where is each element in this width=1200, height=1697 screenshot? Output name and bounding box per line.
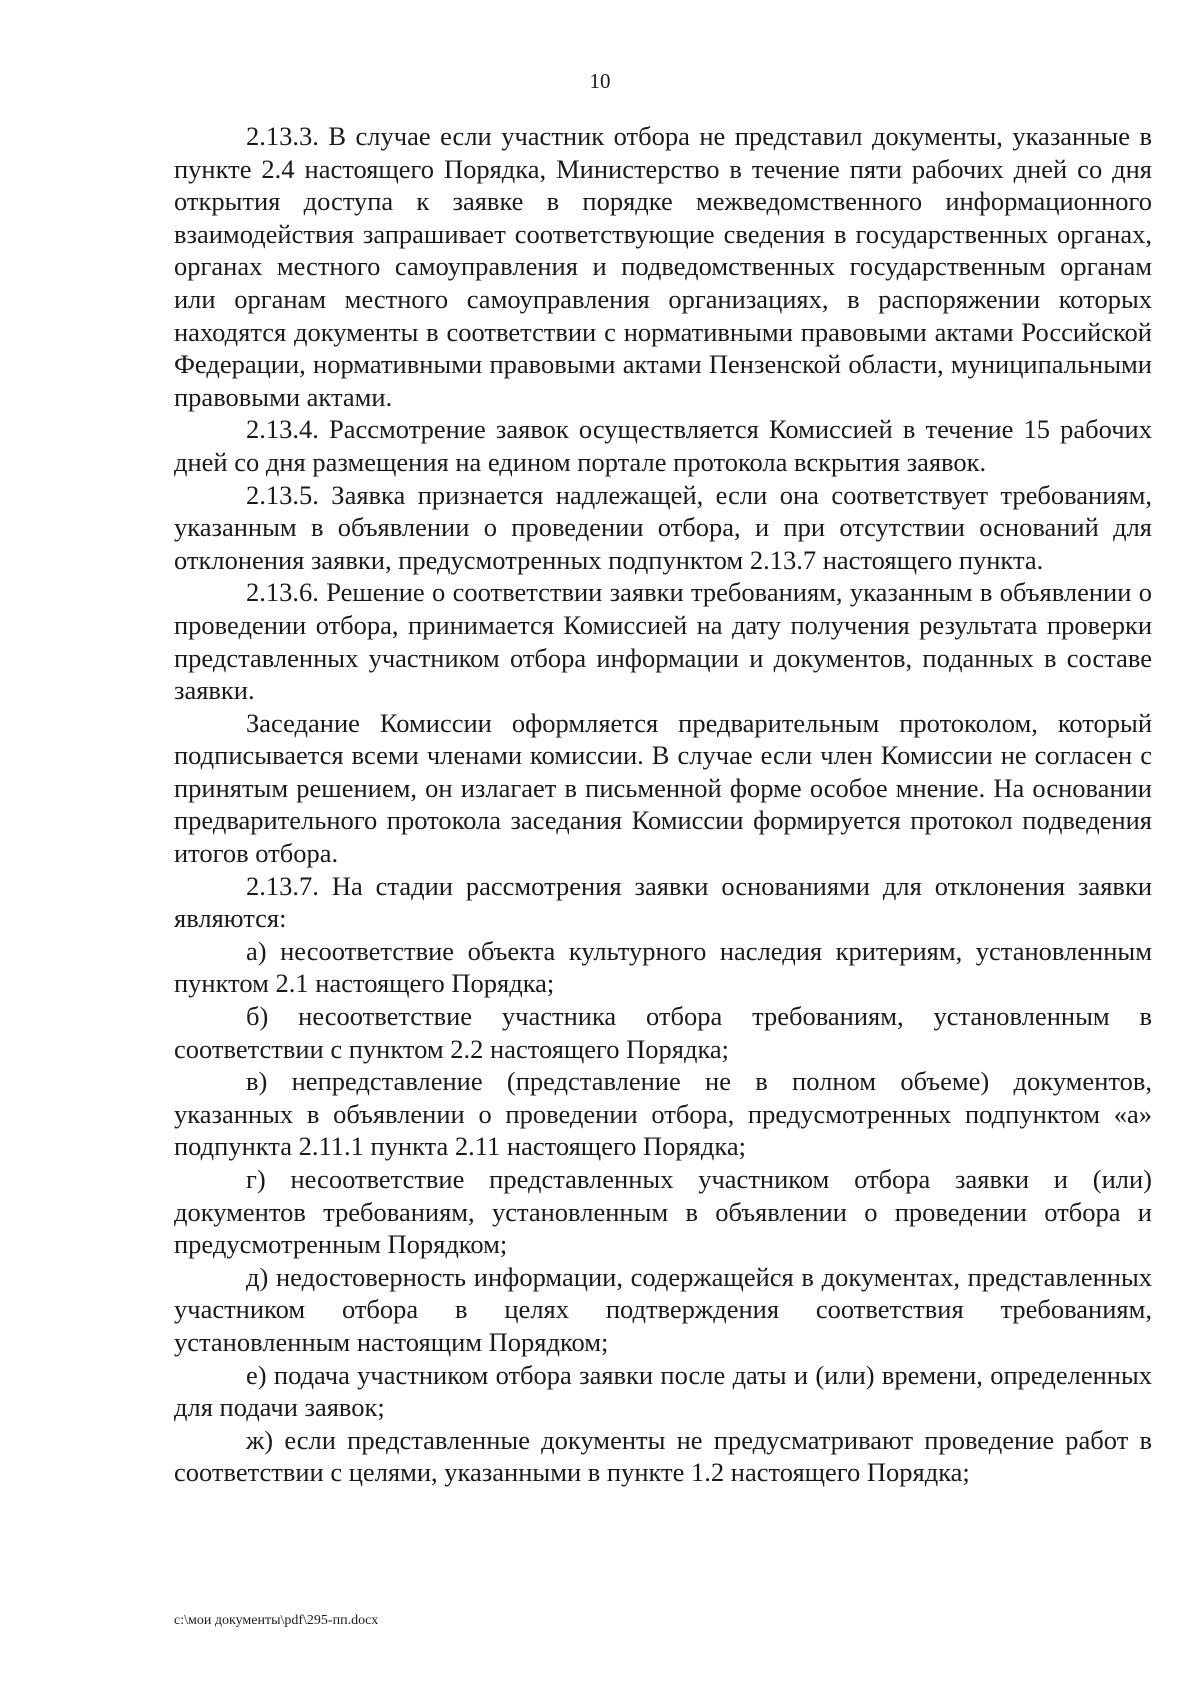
paragraph-2-13-4: 2.13.4. Рассмотрение заявок осуществляется Комиссией в течение 15 рабочих дней со дня размещения на едином портале протокола вскрытия заявок. [174,414,1152,477]
list-item-e: е) подача участником отбора заявки после даты и (или) времени, определенных для подачи заявок; [174,1359,1152,1423]
list-item-v: в) непредставление (представление не в полном объеме) документов, указанных в объявлении о проведении отбора, предусмотренных подпунктом «а» подпункта 2.11.1 пункта 2.11 настоящего Порядка; [174,1066,1152,1162]
paragraph-2-13-7: 2.13.7. На стадии рассмотрения заявки основаниями для отклонения заявки являются: [174,870,1152,934]
list-item-d: д) недостоверность информации, содержащейся в документах, представленных участником отбора в целях подтверждения соответствия требованиям, установленным настоящим Порядком; [174,1261,1152,1357]
list-item-zh: ж) если представленные документы не предусматривают проведение работ в соответствии с целями, указанными в пункте 1.2 настоящего Порядка; [174,1424,1152,1488]
page-number: 10 [589,69,611,93]
document-body [174,120,1152,1489]
list-item-b: б) несоответствие участника отбора требованиям, установленным в соответствии с пунктом 2.2 настоящего Порядка; [174,1001,1152,1064]
paragraph-2-13-6: 2.13.6. Решение о соответствии заявки требованиям, указанным в объявлении о проведении отбора, принимается Комиссией на дату получения результата проверки представленных участником отбора информации и документов, поданных в составе заявки. [174,577,1152,706]
list-item-g: г) несоответствие представленных участником отбора заявки и (или) документов требованиям, установленным в объявлении о проведении отбора и предусмотренным Порядком; [174,1164,1152,1260]
paragraph-commission-meeting: Заседание Комиссии оформляется предварительным протоколом, который подписывается всеми членами комиссии. В случае если член Комиссии не согласен с принятым решением, он излагает в письменной форме особое мнение. На основании предварительного протокола заседания Комиссии формируется протокол подведения итогов отбора. [174,707,1152,869]
paragraph-2-13-5: 2.13.5. Заявка признается надлежащей, если она соответствует требованиям, указанным в объявлении о проведении отбора, и при отсутствии оснований для отклонения заявки, предусмотренных подпунктом 2.13.7 настоящего пункта. [174,479,1152,575]
paragraph-2-13-3: 2.13.3. В случае если участник отбора не представил документы, указанные в пункте 2.4 настоящего Порядка, Министерство в течение пяти рабочих дней со дня открытия доступа к заявке в порядке межведомственного информационного взаимодействия запрашивает соответствующие сведения в государственных органах, органах местного самоуправления и подведомственных государственным органам или органам местного самоуправления организациях, в распоряжении которых находятся документы в соответствии с нормативными правовыми актами Российской Федерации, нормативными правовыми актами Пензенской области, муниципальными правовыми актами. [174,121,1152,412]
list-item-a: а) несоответствие объекта культурного наследия критериям, установленным пунктом 2.1 настоящего Порядка; [174,935,1152,999]
footer-file-path: c:\мои документы\pdf\295-пп.docx [174,1613,379,1628]
